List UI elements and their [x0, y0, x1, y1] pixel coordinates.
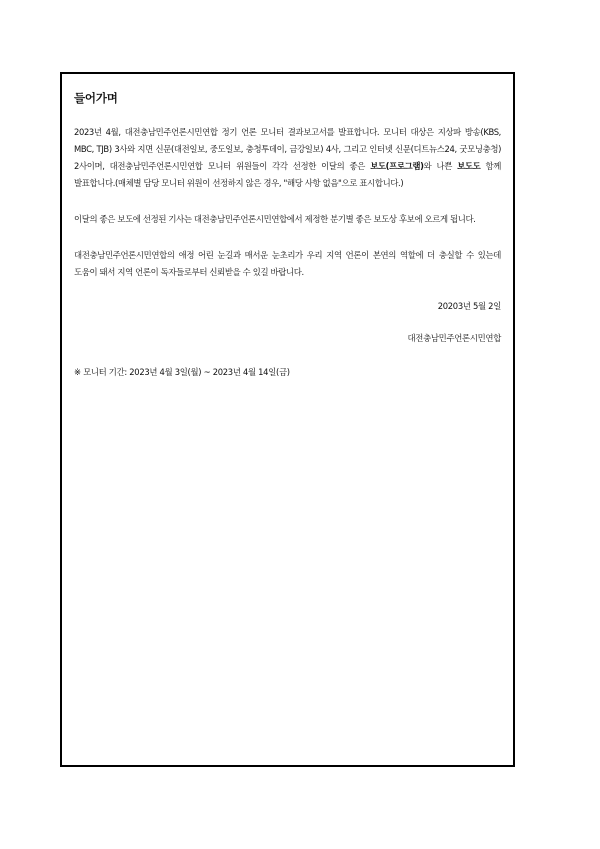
intro-bold-1: 보도(프로그램): [370, 161, 424, 171]
monitor-period-note: ※ 모니터 기간: 2023년 4월 3일(월) ~ 2023년 4월 14일(금): [74, 367, 290, 377]
intro-text-2: 와 나쁜: [423, 161, 458, 171]
intro-text-1: 2023년 4월, 대전충남민주언론시민연합 정기 언론 모니터 결과보고서를 발표합니다. 모니터 대상은 지상파 방송(KBS, MBC, TJB) 3사와 지면 신문(대전일보, 중도일보, 충청투데이, 금강일보) 4사, 그리고 인터넷 신문(디트뉴스24, 굿모닝충청) 2사이며, 대전충남민주언론시민연합 모니터 위원들이 각각 선정한 이달의 좋은: [74, 127, 501, 171]
document-content: [74, 90, 501, 378]
intro-paragraph: [74, 124, 501, 192]
intro-bold-2: 보도도: [457, 161, 481, 171]
award-paragraph: 이달의 좋은 보도에 선정된 기사는 대전충남민주언론시민연합에서 제정한 분기별 좋은 보도상 후보에 오르게 됩니다.: [74, 214, 476, 224]
document-frame: [60, 72, 515, 767]
section-heading: 들어가며: [74, 91, 118, 105]
publish-date: 20203년 5월 2일: [437, 301, 501, 311]
closing-paragraph: 대전충남민주언론시민연합의 애정 어린 눈길과 매서운 눈초리가 우리 지역 언론이 본연의 역할에 더 충실할 수 있는데 도움이 돼서 지역 언론이 독자들로부터 신뢰받을 수 있길 바랍니다.: [74, 250, 501, 277]
intro-text-3: 함께 발표합니다.(매체별 담당 모니터 위원이 선정하지 않은 경우, "해당 사항 없음"으로 표시합니다.): [74, 161, 501, 188]
organization-name: 대전충남민주언론시민연합: [407, 333, 501, 343]
